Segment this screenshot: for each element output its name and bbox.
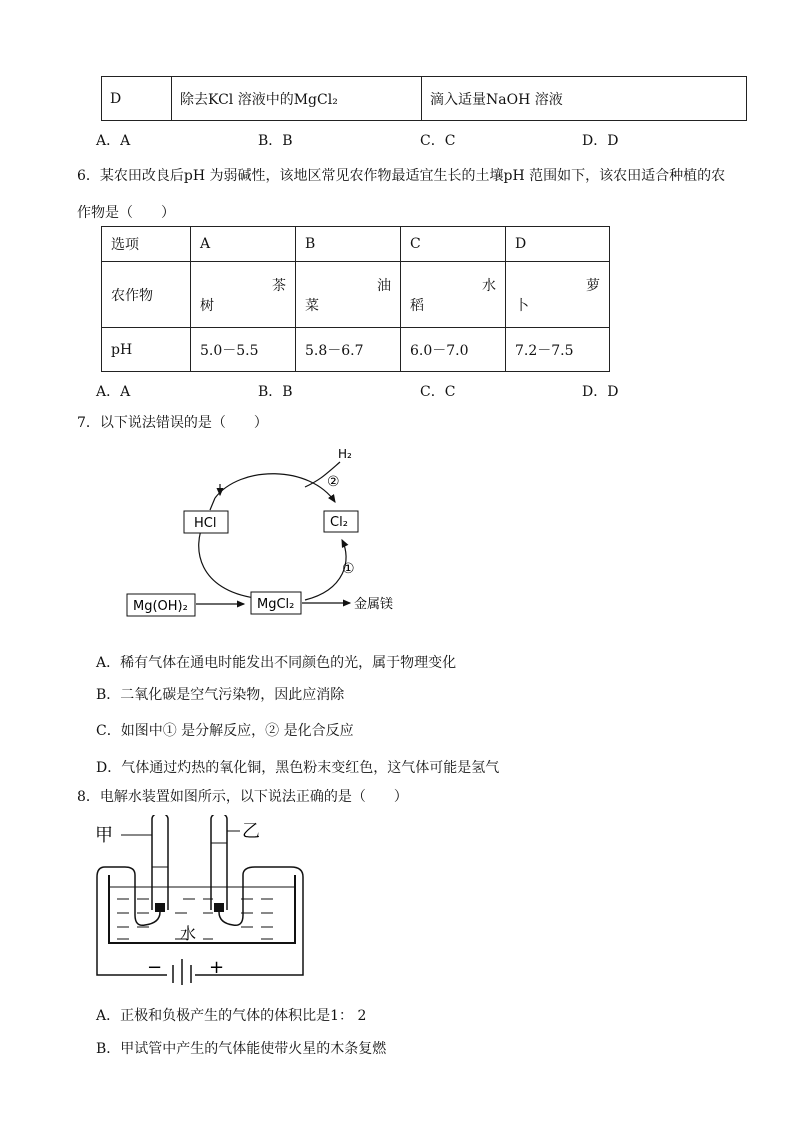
q5-option-b[interactable]: B．B bbox=[258, 133, 293, 149]
arc-hcl-cl2 bbox=[215, 474, 335, 502]
q6-ph-c: 6.0－7.0 bbox=[401, 328, 506, 372]
label-yi: 乙 bbox=[242, 821, 260, 842]
q5-option-d[interactable]: D．D bbox=[582, 133, 619, 149]
q8-choice-b[interactable]: B．甲试管中产生的气体能使带火星的木条复燃 bbox=[96, 1041, 387, 1057]
label-mark2: ② bbox=[327, 474, 340, 490]
q6-header-d: D bbox=[506, 227, 610, 262]
q6-header-b: B bbox=[296, 227, 401, 262]
label-mgoh2: Mg(OH)₂ bbox=[133, 599, 188, 614]
tube-jia-top bbox=[152, 815, 168, 819]
label-hcl: HCl bbox=[194, 516, 217, 531]
q6-crop-b-top: 油 bbox=[377, 277, 391, 294]
q5-options bbox=[96, 130, 756, 150]
q7-choice-d[interactable]: D．气体通过灼热的氧化铜，黑色粉末变红色，这气体可能是氢气 bbox=[96, 760, 500, 776]
q6-option-d[interactable]: D．D bbox=[582, 384, 619, 400]
q6-header-a: A bbox=[191, 227, 296, 262]
q6-crop-label: 农作物 bbox=[102, 262, 191, 328]
label-water: 水 bbox=[180, 924, 197, 943]
q6-options bbox=[96, 381, 756, 401]
water-trough bbox=[109, 875, 295, 943]
q6-crop-b-bottom: 菜 bbox=[305, 297, 319, 314]
q6-stem-line2: 作物是（ ） bbox=[77, 205, 175, 221]
arc-mgcl2-cl2 bbox=[305, 540, 346, 600]
q6-crop-d bbox=[506, 262, 610, 328]
tube-yi-top bbox=[211, 815, 227, 819]
q5-row-method: 滴入适量NaOH 溶液 bbox=[422, 77, 747, 121]
label-mgcl2: MgCl₂ bbox=[257, 597, 295, 612]
q8-stem: 8．电解水装置如图所示，以下说法正确的是（ ） bbox=[77, 789, 408, 805]
q6-stem-line1: 6．某农田改良后pH 为弱碱性，该地区常见农作物最适宜生长的土壤pH 范围如下，该农田适合种植的农 bbox=[77, 168, 726, 184]
table-row bbox=[102, 262, 610, 328]
q6-crop-a bbox=[191, 262, 296, 328]
q6-crop-c-top: 水 bbox=[482, 277, 496, 294]
label-cl2: Cl₂ bbox=[330, 515, 348, 530]
electrode-jia bbox=[155, 903, 165, 912]
label-jia: 甲 bbox=[95, 825, 113, 846]
table-row bbox=[102, 328, 610, 372]
q5-option-a[interactable]: A．A bbox=[96, 133, 131, 149]
q6-ph-b: 5.8－6.7 bbox=[296, 328, 401, 372]
label-metal: 金属镁 bbox=[354, 597, 394, 612]
label-mark1: ① bbox=[342, 561, 355, 577]
q6-table bbox=[101, 226, 610, 372]
q5-row-label: D bbox=[102, 77, 172, 121]
q5-row-purpose: 除去KCl 溶液中的MgCl₂ bbox=[172, 77, 422, 121]
q6-ph-a: 5.0－5.5 bbox=[191, 328, 296, 372]
q6-crop-a-top: 茶 bbox=[272, 277, 286, 294]
q6-crop-a-bottom: 树 bbox=[200, 297, 214, 314]
q8-choice-a[interactable]: A．正极和负极产生的气体的体积比是1： 2 bbox=[96, 1008, 367, 1024]
q6-crop-c-bottom: 稻 bbox=[410, 297, 424, 314]
table-row bbox=[102, 227, 610, 262]
q7-choice-c[interactable]: C．如图中① 是分解反应，② 是化合反应 bbox=[96, 723, 354, 739]
q6-crop-d-bottom: 卜 bbox=[515, 297, 529, 314]
q6-ph-d: 7.2－7.5 bbox=[506, 328, 610, 372]
q8-diagram bbox=[95, 815, 315, 985]
q7-choice-b[interactable]: B．二氧化碳是空气污染物，因此应消除 bbox=[96, 687, 345, 703]
label-plus: + bbox=[209, 957, 225, 978]
q6-option-a[interactable]: A．A bbox=[96, 384, 131, 400]
label-minus: − bbox=[147, 957, 163, 978]
q6-crop-c bbox=[401, 262, 506, 328]
table-row bbox=[102, 77, 747, 121]
q6-header-c: C bbox=[401, 227, 506, 262]
tube-yi bbox=[211, 819, 227, 910]
electrode-yi bbox=[214, 903, 224, 912]
label-h2: H₂ bbox=[338, 447, 352, 461]
q6-crop-d-top: 萝 bbox=[586, 277, 600, 294]
arc-join bbox=[210, 498, 215, 510]
tube-jia bbox=[152, 819, 168, 910]
q7-diagram bbox=[120, 440, 420, 620]
q6-crop-b bbox=[296, 262, 401, 328]
q7-stem: 7．以下说法错误的是（ ） bbox=[77, 415, 268, 431]
q5-table bbox=[101, 76, 747, 121]
q6-option-c[interactable]: C．C bbox=[420, 384, 456, 400]
q6-option-b[interactable]: B．B bbox=[258, 384, 293, 400]
q6-header-option: 选项 bbox=[102, 227, 191, 262]
q7-choice-a[interactable]: A．稀有气体在通电时能发出不同颜色的光，属于物理变化 bbox=[96, 655, 457, 671]
q5-option-c[interactable]: C．C bbox=[420, 133, 456, 149]
q6-ph-label: pH bbox=[102, 328, 191, 372]
